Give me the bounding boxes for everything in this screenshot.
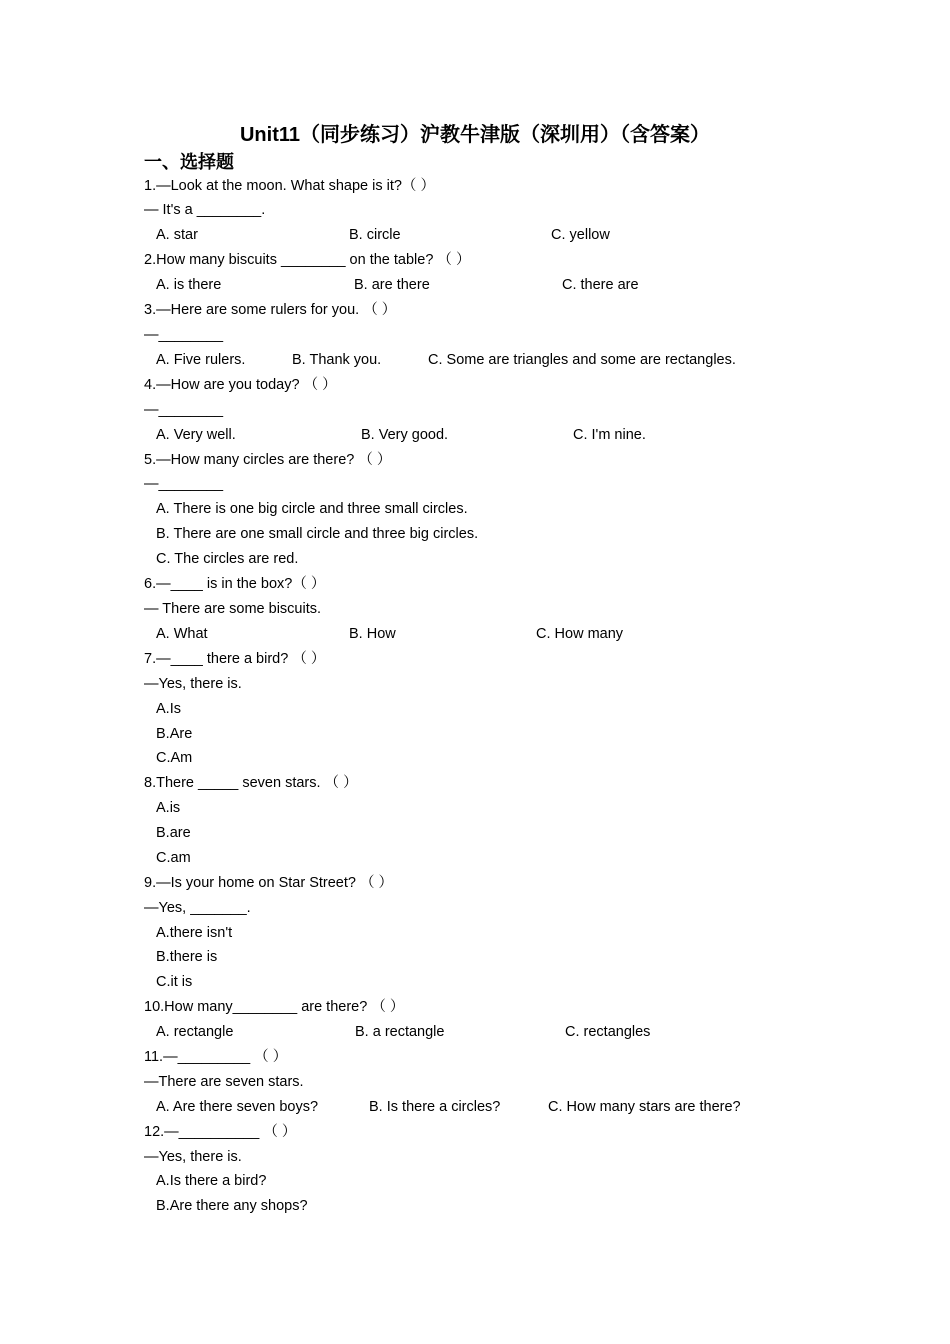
answer-option: A.Is there a bird?	[156, 1173, 267, 1189]
question-stem: 9.—Is your home on Star Street? （ ）	[144, 875, 394, 891]
answer-option: A. Very well.	[156, 427, 236, 443]
answer-option: B. How	[349, 626, 396, 642]
answer-option: A.there isn't	[156, 925, 233, 941]
answer-option: A. Are there seven boys?	[156, 1099, 319, 1115]
answer-option: A.is	[156, 800, 181, 816]
document-title: Unit11（同步练习）沪教牛津版（深圳用）（含答案）	[239, 124, 711, 146]
question-stem: 1.—Look at the moon. What shape is it?（ ）	[144, 178, 435, 194]
answer-option: B.are	[156, 825, 191, 841]
answer-option: C.am	[156, 850, 191, 866]
question-dialogue-line: —Yes, _______.	[144, 900, 251, 916]
answer-option: C. How many	[536, 626, 624, 642]
answer-option: B. Very good.	[361, 427, 449, 443]
answer-option: C.it is	[156, 974, 193, 990]
question-dialogue-line: —________	[144, 476, 224, 492]
question-dialogue-line: —Yes, there is.	[144, 676, 242, 692]
question-stem: 4.—How are you today? （ ）	[144, 377, 337, 393]
question-stem: 8.There _____ seven stars. （ ）	[144, 775, 358, 791]
answer-option: C. How many stars are there?	[548, 1099, 741, 1115]
answer-option: C. there are	[562, 277, 639, 293]
answer-option: A.Is	[156, 701, 181, 717]
question-stem: 6.—____ is in the box?（ ）	[144, 576, 326, 592]
question-stem: 12.—__________ （ ）	[144, 1124, 297, 1140]
answer-option: A. What	[156, 626, 208, 642]
answer-option: B.Are there any shops?	[156, 1198, 308, 1214]
answer-option: A. rectangle	[156, 1024, 234, 1040]
answer-option: C. I'm nine.	[573, 427, 646, 443]
answer-option: A. star	[156, 227, 198, 243]
answer-option: C.Am	[156, 750, 193, 766]
question-stem: 7.—____ there a bird? （ ）	[144, 651, 326, 667]
answer-option: B.Are	[156, 726, 193, 742]
answer-option: B. circle	[349, 227, 401, 243]
answer-option: C. yellow	[551, 227, 610, 243]
question-dialogue-line: —Yes, there is.	[144, 1149, 242, 1165]
answer-option: B. Thank you.	[292, 352, 382, 368]
question-stem: 2.How many biscuits ________ on the table? （ ）	[144, 252, 471, 268]
question-stem: 10.How many________ are there? （ ）	[144, 999, 405, 1015]
answer-option: B.there is	[156, 949, 218, 965]
answer-option: C. The circles are red.	[156, 551, 299, 567]
answer-option: A. is there	[156, 277, 222, 293]
answer-option: B. Is there a circles?	[369, 1099, 501, 1115]
question-dialogue-line: —There are seven stars.	[144, 1074, 304, 1090]
answer-option: C. Some are triangles and some are rectangles.	[428, 352, 736, 368]
answer-option: A. There is one big circle and three small circles.	[156, 501, 468, 517]
answer-option: B. are there	[354, 277, 430, 293]
question-dialogue-line: —________	[144, 327, 224, 343]
answer-option: B. There are one small circle and three big circles.	[156, 526, 479, 542]
question-stem: 11.—_________ （ ）	[144, 1049, 288, 1065]
answer-option: B. a rectangle	[355, 1024, 445, 1040]
question-dialogue-line: —________	[144, 402, 224, 418]
question-stem: 5.—How many circles are there? （ ）	[144, 452, 392, 468]
question-dialogue-line: — It's a ________.	[144, 202, 266, 218]
section-heading: 一、选择题	[144, 152, 234, 172]
question-dialogue-line: — There are some biscuits.	[144, 601, 322, 617]
answer-option: C. rectangles	[565, 1024, 651, 1040]
answer-option: A. Five rulers.	[156, 352, 246, 368]
question-stem: 3.—Here are some rulers for you. （ ）	[144, 302, 397, 318]
